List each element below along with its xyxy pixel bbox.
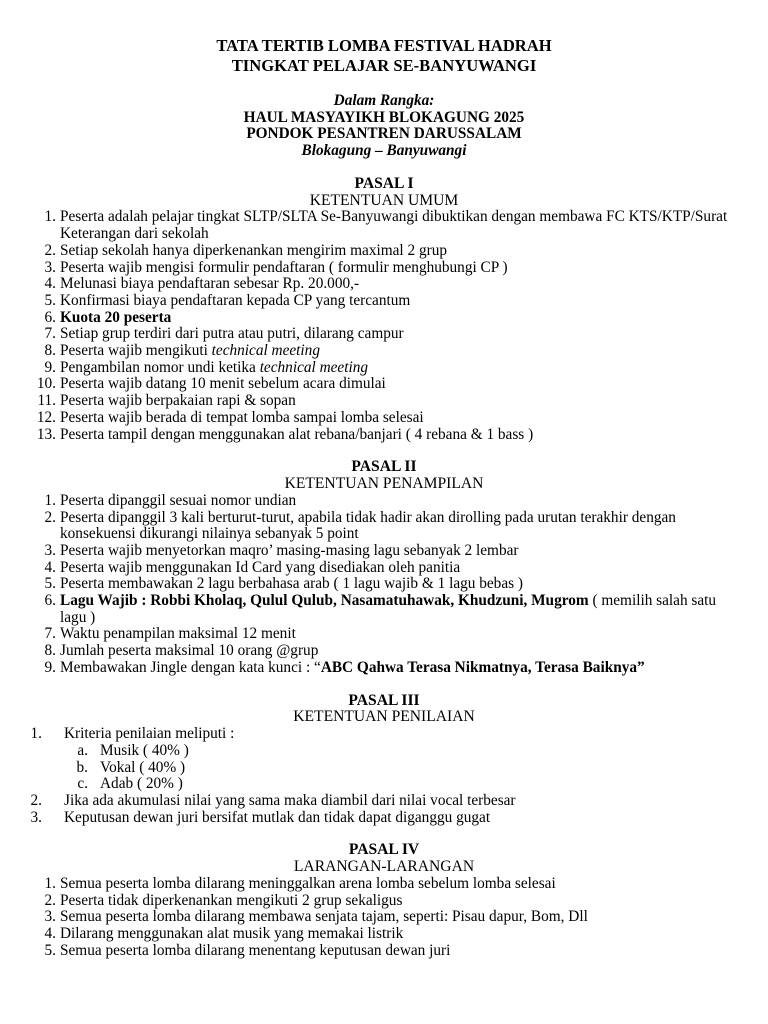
- item-text: Peserta tidak diperkenankan mengikuti 2 grup sekaligus: [60, 891, 403, 909]
- item-number: 9.: [44, 658, 56, 676]
- item-text: Setiap grup terdiri dari putra atau putri, dilarang campur: [60, 325, 404, 343]
- list-item: [0, 726, 768, 743]
- item-number: 2.: [44, 891, 56, 909]
- item-text: Peserta wajib datang 10 menit sebelum acara dimulai: [60, 375, 386, 393]
- item-bold-text: Lagu Wajib : Robbi Kholaq, Qulul Qulub, Nasamatuhawak, Khudzuni, Mugrom: [60, 592, 589, 610]
- item-number: 1.: [44, 874, 56, 892]
- item-text: Peserta wajib berada di tempat lomba sampai lomba selesai: [60, 408, 424, 426]
- item-number: a.: [77, 741, 88, 759]
- item-text: Jika ada akumulasi nilai yang sama maka diambil dari nilai vocal terbesar: [64, 791, 516, 809]
- list-item: [0, 393, 768, 410]
- item-number: c.: [77, 775, 88, 793]
- item-italic-text: technical meeting: [259, 358, 368, 376]
- place-name: Blokagung – Banyuwangi: [301, 142, 467, 160]
- item-number: 5.: [44, 941, 56, 959]
- item-number: 9.: [44, 358, 56, 376]
- item-text: Pengambilan nomor undi ketika: [60, 358, 260, 376]
- item-number: 1.: [44, 491, 56, 509]
- pasal3-heading: PASAL III: [348, 691, 420, 709]
- pasal4-title: LARANGAN-LARANGAN: [293, 858, 475, 876]
- item-number: 2.: [44, 241, 56, 259]
- list-item: [0, 360, 768, 377]
- item-number: 6.: [44, 308, 56, 326]
- item-text: Vokal ( 40% ): [100, 758, 186, 776]
- item-number: 4.: [44, 558, 56, 576]
- item-number: 4.: [44, 925, 56, 943]
- item-number: 7.: [44, 625, 56, 643]
- item-number: 10.: [36, 375, 56, 393]
- item-text: Peserta wajib menyetorkan maqro’ masing-masing lagu sebanyak 2 lembar: [60, 541, 519, 559]
- list-item: [0, 427, 768, 444]
- pasal2-heading: PASAL II: [351, 458, 417, 476]
- item-italic-text: technical meeting: [211, 342, 320, 360]
- item-number: 3.: [44, 258, 56, 276]
- event-name: HAUL MASYAYIKH BLOKAGUNG 2025: [243, 108, 525, 126]
- item-number: 7.: [44, 325, 56, 343]
- list-item: [0, 626, 768, 643]
- list-item: [0, 593, 768, 626]
- item-text: Peserta dipanggil sesuai nomor undian: [60, 491, 297, 509]
- pasal4-heading: PASAL IV: [348, 841, 420, 859]
- item-text: Semua peserta lomba dilarang meninggalkan arena lomba sebelum lomba selesai: [60, 874, 556, 892]
- pasal3-list-rest: [0, 793, 768, 826]
- item-text: Semua peserta lomba dilarang membawa senjata tajam, seperti: Pisau dapur, Bom, Dll: [60, 908, 588, 926]
- item-number: 6.: [44, 592, 56, 610]
- item-text: Keputusan dewan juri bersifat mutlak dan tidak dapat diganggu gugat: [64, 808, 491, 826]
- doc-title-line1: TATA TERTIB LOMBA FESTIVAL HADRAH: [216, 36, 552, 55]
- item-text: Peserta membawakan 2 lagu berbahasa arab ( 1 lagu wajib & 1 lagu bebas ): [60, 575, 523, 593]
- item-text: Peserta wajib mengisi formulir pendaftaran ( formulir menghubungi CP ): [60, 258, 508, 276]
- pasal1-title: KETENTUAN UMUM: [309, 191, 459, 209]
- list-item: [0, 876, 768, 893]
- pasal3-sublist: [0, 743, 768, 793]
- list-item: [0, 776, 768, 793]
- item-text: Setiap sekolah hanya diperkenankan mengirim maximal 2 grup: [60, 241, 447, 259]
- item-text: Peserta dipanggil 3 kali berturut-turut, apabila tidak hadir akan dirolling pada urutan terakhir dengan konsekuensi dikurangi nilainya sebanyak 5 point: [60, 508, 676, 543]
- list-item: [0, 576, 768, 593]
- list-item: [0, 660, 768, 677]
- list-item: [0, 326, 768, 343]
- list-item: [0, 293, 768, 310]
- list-item: [0, 410, 768, 427]
- doc-title-line2: TINGKAT PELAJAR SE-BANYUWANGI: [231, 55, 537, 75]
- item-text: Melunasi biaya pendaftaran sebesar Rp. 20.000,-: [60, 275, 360, 293]
- list-item: [0, 743, 768, 760]
- list-item: [0, 493, 768, 510]
- item-number: 3.: [44, 541, 56, 559]
- pasal2-list: [0, 493, 768, 677]
- pasal2-title: KETENTUAN PENAMPILAN: [284, 475, 484, 493]
- host-name: PONDOK PESANTREN DARUSSALAM: [246, 125, 522, 143]
- pasal1-heading: PASAL I: [354, 174, 414, 192]
- list-item: [0, 643, 768, 660]
- item-number: 1.: [30, 725, 42, 743]
- list-item: [0, 543, 768, 560]
- pasal3-list: [0, 726, 768, 743]
- item-number: 12.: [36, 408, 56, 426]
- pasal3-title: KETENTUAN PENILAIAN: [293, 708, 475, 726]
- item-text: Membawakan Jingle dengan kata kunci : “: [60, 658, 321, 676]
- item-text: Waktu penampilan maksimal 12 menit: [60, 625, 296, 643]
- item-number: 5.: [44, 291, 56, 309]
- item-number: 3.: [30, 808, 42, 826]
- item-number: 11.: [37, 392, 56, 410]
- item-text: Adab ( 20% ): [100, 775, 183, 793]
- list-item: [0, 943, 768, 960]
- list-item: [0, 260, 768, 277]
- item-number: 3.: [44, 908, 56, 926]
- item-number: 13.: [36, 425, 56, 443]
- item-text: Musik ( 40% ): [100, 741, 189, 759]
- item-number: 4.: [44, 275, 56, 293]
- list-item: [0, 376, 768, 393]
- item-number: 5.: [44, 575, 56, 593]
- item-number: 1.: [44, 208, 56, 226]
- item-text: Dilarang menggunakan alat musik yang memakai listrik: [60, 925, 404, 943]
- item-text: Jumlah peserta maksimal 10 orang @grup: [60, 642, 319, 660]
- item-text: Kuota 20 peserta: [60, 308, 172, 326]
- item-text: Konfirmasi biaya pendaftaran kepada CP yang tercantum: [60, 291, 411, 309]
- list-item: [0, 276, 768, 293]
- item-number: 2.: [44, 508, 56, 526]
- list-item: [0, 810, 768, 827]
- item-text: Peserta wajib berpakaian rapi & sopan: [60, 392, 296, 410]
- list-item: [0, 343, 768, 360]
- item-text: Peserta wajib mengikuti: [60, 342, 212, 360]
- list-item: [0, 209, 768, 242]
- list-item: [0, 243, 768, 260]
- pasal1-list: [0, 209, 768, 443]
- pasal4-list: [0, 876, 768, 960]
- item-number: 2.: [30, 791, 42, 809]
- item-number: b.: [76, 758, 88, 776]
- item-text: Peserta adalah pelajar tingkat SLTP/SLTA Se-Banyuwangi dibuktikan dengan membawa FC KTS/KTP/Surat Keterangan dari sekolah: [60, 208, 728, 243]
- list-item: [0, 909, 768, 926]
- item-number: 8.: [44, 642, 56, 660]
- item-text: ( memilih salah satu lagu ): [60, 592, 717, 626]
- item-bold-text: ABC Qahwa Terasa Nikmatnya, Terasa Baiknya”: [320, 658, 645, 676]
- list-item: [0, 793, 768, 810]
- item-text: Peserta tampil dengan menggunakan alat rebana/banjari ( 4 rebana & 1 bass ): [60, 425, 534, 443]
- list-item: [0, 760, 768, 777]
- list-item: [0, 510, 768, 543]
- item-text: Peserta wajib menggunakan Id Card yang disediakan oleh panitia: [60, 558, 461, 576]
- item-text: Semua peserta lomba dilarang menentang keputusan dewan juri: [60, 941, 451, 959]
- list-item: [0, 310, 768, 327]
- item-text: Kriteria penilaian meliputi :: [64, 725, 235, 743]
- rangka-label: Dalam Rangka:: [333, 92, 435, 109]
- item-number: 8.: [44, 342, 56, 360]
- list-item: [0, 560, 768, 577]
- list-item: [0, 893, 768, 910]
- list-item: [0, 926, 768, 943]
